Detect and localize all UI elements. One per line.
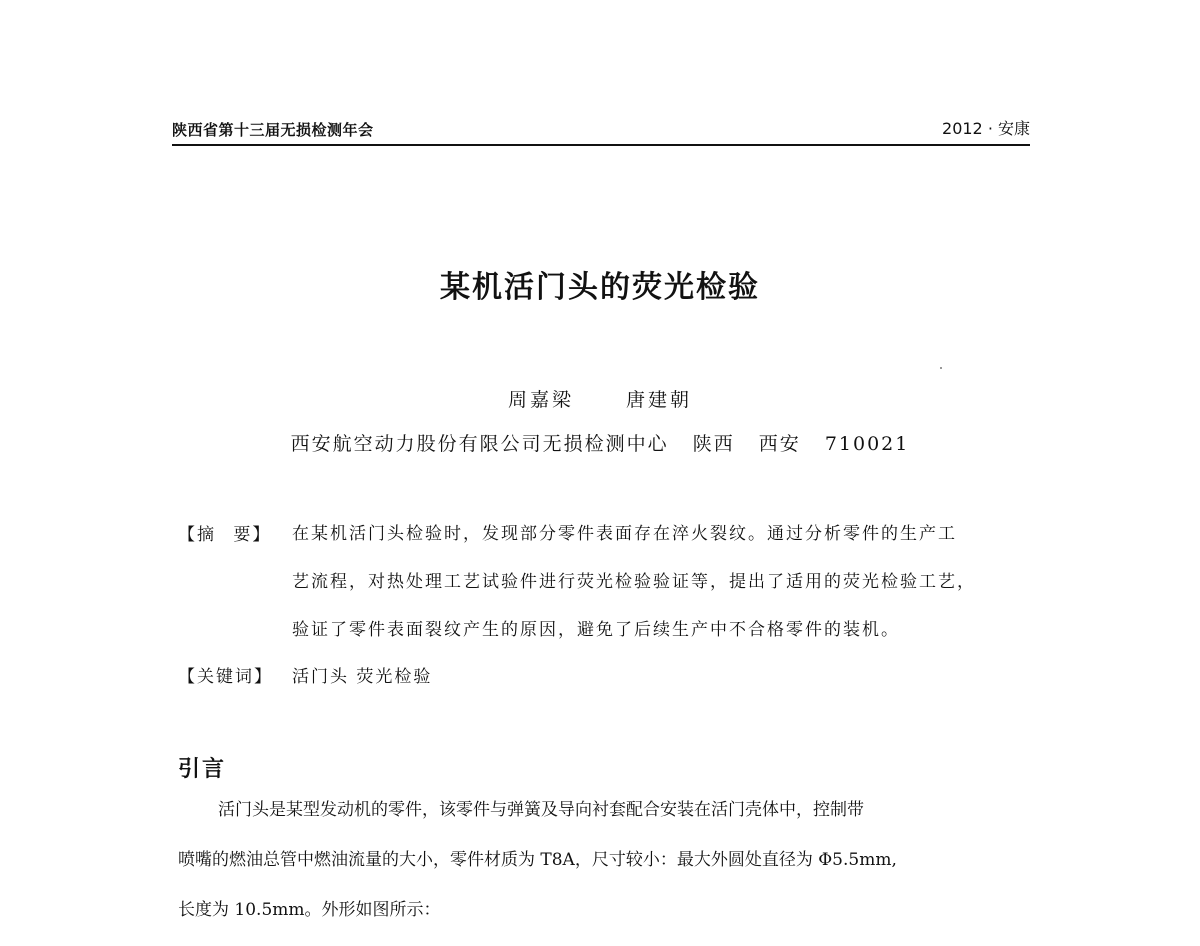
abstract-line: 验证了零件表面裂纹产生的原因，避免了后续生产中不合格零件的装机。 <box>292 620 900 640</box>
section-body <box>178 796 1036 946</box>
conference-name: 陕西省第十三届无损检测年会 <box>172 121 374 139</box>
paper-title: 某机活门头的荧光检验 <box>440 270 760 305</box>
section-heading: 引言 <box>178 757 227 782</box>
body-line: 长度为 10.5mm。外形如图所示： <box>178 900 441 920</box>
author-2: 唐建朝 <box>626 389 693 411</box>
body-line: 喷嘴的燃油总管中燃油流量的大小，零件材质为 T8A，尺寸较小：最大外圆处直径为 Φ5.5mm, <box>178 850 897 870</box>
affiliation <box>0 429 1200 456</box>
abstract-text <box>292 520 1034 664</box>
abstract-label: 【摘 要】 <box>178 525 272 545</box>
year-location: 2012 · 安康 <box>942 119 1030 138</box>
affiliation-org: 西安航空动力股份有限公司无损检测中心 <box>290 433 669 455</box>
scan-speck <box>940 367 942 369</box>
affiliation-postcode: 710021 <box>824 433 910 455</box>
abstract-line: 艺流程，对热处理工艺试验件进行荧光检验验证等，提出了适用的荧光检验工艺， <box>292 572 976 592</box>
author-1: 周嘉梁 <box>507 389 574 411</box>
authors <box>0 385 1200 412</box>
keywords-label: 【关键词】 <box>178 667 273 687</box>
abstract-line: 在某机活门头检验时，发现部分零件表面存在淬火裂纹。通过分析零件的生产工 <box>292 524 957 544</box>
keywords <box>178 662 432 687</box>
affiliation-province: 陕西 <box>692 433 735 455</box>
running-header <box>172 116 1030 146</box>
keywords-text: 活门头 荧光检验 <box>292 667 433 687</box>
body-line: 活门头是某型发动机的零件，该零件与弹簧及导向衬套配合安装在活门壳体中，控制带 <box>218 800 864 820</box>
affiliation-city: 西安 <box>758 433 801 455</box>
